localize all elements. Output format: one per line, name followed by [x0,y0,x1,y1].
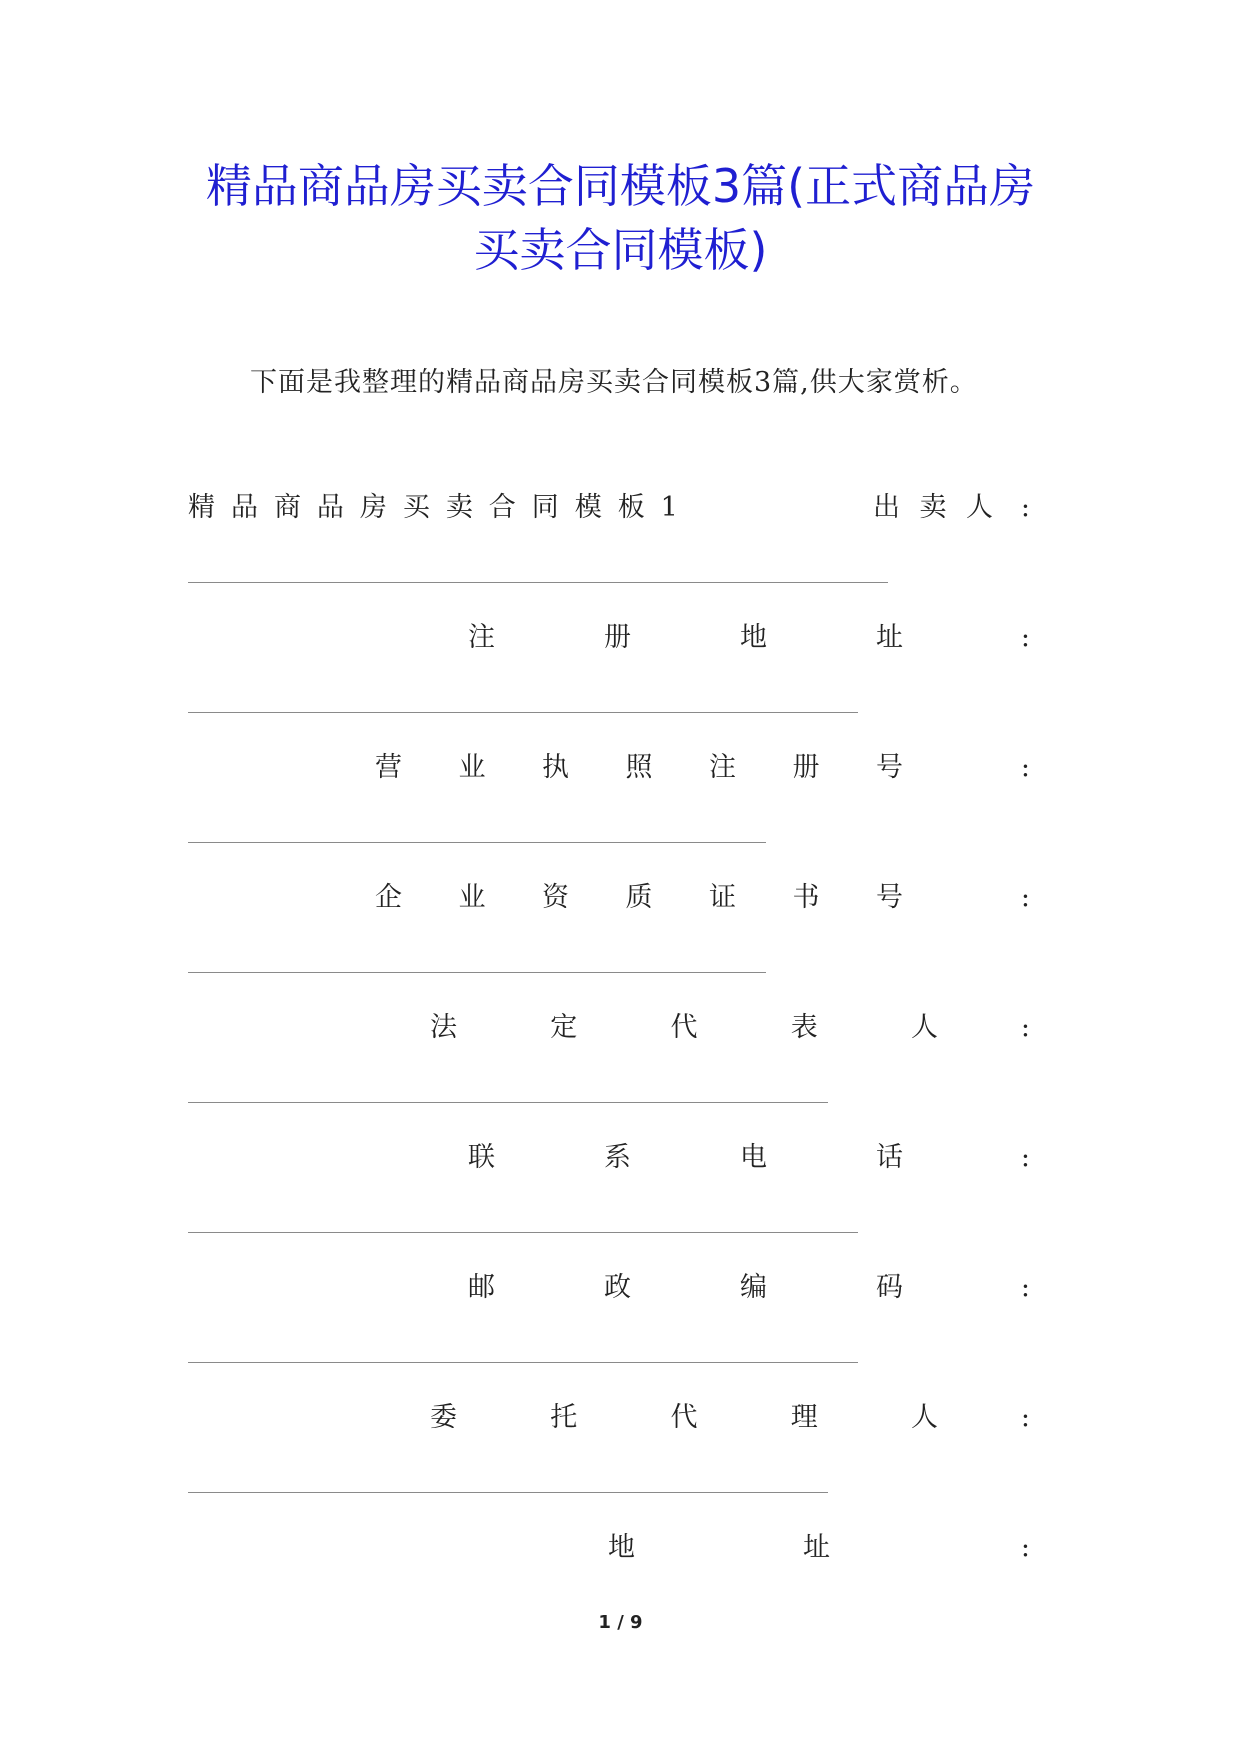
field-row-address [188,1528,1038,1568]
field-char: 址 [803,1532,830,1563]
colon: : [1020,752,1030,783]
seller-char: 卖 [919,492,947,523]
field-char: 编 [740,1272,767,1303]
blank-line-postal-code [188,1362,858,1363]
field-char: 地 [740,622,767,653]
field-char: 电 [740,1142,767,1173]
colon: : [1020,1142,1030,1173]
field-row-authorized-agent [188,1398,1038,1438]
field-label [430,1398,938,1438]
heading-char: 房 [359,492,387,523]
blank-line-business-license [188,842,766,843]
heading-char: 板 [617,492,645,523]
field-label [468,1138,903,1178]
field-char: 代 [670,1402,698,1433]
field-label [468,618,903,658]
blank-line-qualification-cert [188,972,766,973]
field-char: 注 [468,622,495,653]
field-label [468,1268,903,1308]
field-row-postal-code [188,1268,1038,1308]
field-char: 代 [670,1012,698,1043]
colon: : [1020,622,1030,653]
blank-line-contact-phone [188,1232,858,1233]
colon: : [1020,1272,1030,1303]
field-char: 托 [550,1402,578,1433]
field-char: 定 [550,1012,578,1043]
heading-char: 卖 [445,492,473,523]
colon: : [1020,1402,1030,1433]
field-label [608,1528,830,1568]
field-char: 联 [468,1142,495,1173]
field-char: 业 [458,882,486,913]
heading-char: 模 [574,492,602,523]
field-row-business-license [188,748,1038,788]
seller-char: 人 [966,492,993,523]
heading-char: 合 [488,492,516,523]
field-char: 委 [430,1402,457,1433]
contract-heading-row [188,488,1038,528]
field-char: 系 [604,1142,631,1173]
field-row-qualification-cert [188,878,1038,918]
field-char: 营 [375,752,402,783]
field-char: 法 [430,1012,457,1043]
field-char: 执 [542,752,569,783]
colon: : [1020,1012,1030,1043]
field-char: 号 [876,752,903,783]
field-char: 业 [458,752,486,783]
field-char: 册 [792,752,820,783]
seller-char: 出 [873,492,900,523]
field-label [430,1008,938,1048]
field-char: 政 [604,1272,631,1303]
blank-line-legal-representative [188,1102,828,1103]
field-char: 册 [604,622,631,653]
blank-line-registered-address [188,712,858,713]
field-char: 号 [876,882,903,913]
field-row-legal-representative [188,1008,1038,1048]
field-char: 照 [625,752,653,783]
seller-label [873,488,993,528]
field-char: 邮 [468,1272,495,1303]
field-char: 企 [375,882,402,913]
blank-line-seller [188,582,888,583]
heading-char: 精 [188,492,215,523]
field-label [375,748,903,788]
field-row-contact-phone [188,1138,1038,1178]
field-char: 人 [911,1012,938,1043]
intro-paragraph: 下面是我整理的精品商品房买卖合同模板3篇,供大家赏析。 [250,367,978,398]
field-char: 质 [625,882,653,913]
field-char: 书 [792,882,820,913]
heading-char: 商 [273,492,301,523]
field-char: 表 [790,1012,818,1043]
heading-char: 买 [402,492,430,523]
field-char: 话 [876,1142,903,1173]
contract-heading-label [188,488,678,528]
field-char: 证 [709,882,736,913]
field-char: 人 [911,1402,938,1433]
field-char: 注 [709,752,736,783]
heading-char: 1 [660,492,678,523]
blank-line-authorized-agent [188,1492,828,1493]
field-char: 地 [608,1532,635,1563]
page-number: 1 / 9 [598,1612,643,1633]
field-char: 码 [876,1272,903,1303]
field-label [375,878,903,918]
colon: : [1020,492,1030,523]
document-title-line-1: 精品商品房买卖合同模板3篇(正式商品房 [205,159,1036,213]
colon: : [1020,1532,1030,1563]
field-char: 资 [542,882,569,913]
field-row-registered-address [188,618,1038,658]
heading-char: 品 [230,492,258,523]
heading-char: 同 [531,492,559,523]
field-char: 理 [790,1402,818,1433]
colon: : [1020,882,1030,913]
heading-char: 品 [316,492,344,523]
field-char: 址 [876,622,903,653]
document-title-line-2: 买卖合同模板) [473,223,768,277]
